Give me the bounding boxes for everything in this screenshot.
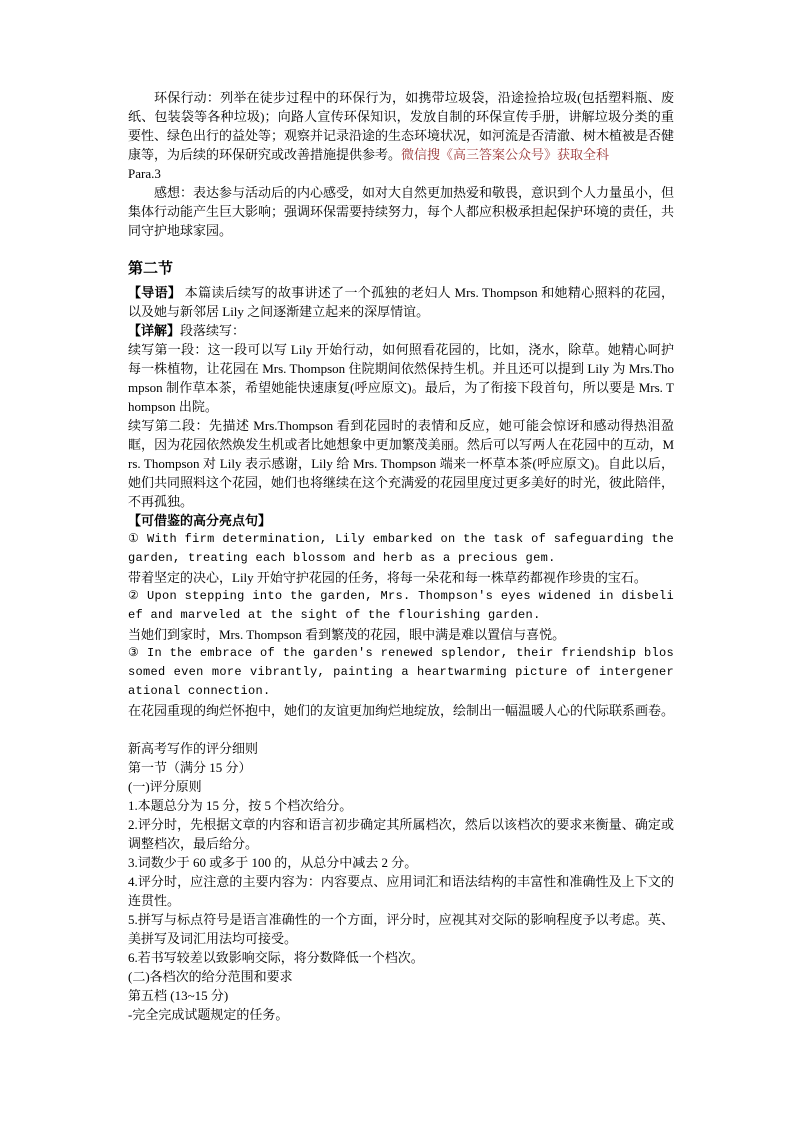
scoring-principle-6: 6.若书写较差以致影响交际，将分数降低一个档次。 [128,950,424,965]
highlight-sentence-3-en: ③ In the embrace of the garden's renewed splendor, their friendship blossomed even more vibrantly, painting a heartwarming picture of intergenerational connection. [128,646,674,698]
scoring-principle-5: 5.拼写与标点符号是语言准确性的一个方面，评分时，应视其对交际的影响程度予以考虑。英、美拼写及词汇用法均可接受。 [128,912,674,946]
intro-text: 本篇读后续写的故事讲述了一个孤独的老妇人 Mrs. Thompson 和她精心照料的花园，以及她与新邻居 Lily 之间逐渐建立起来的深厚情谊。 [128,285,674,319]
scoring-principle-3: 3.词数少于 60 或多于 100 的，从总分中减去 2 分。 [128,855,418,870]
reflection-paragraph: 感想：表达参与活动后的内心感受，如对大自然更加热爱和敬畏，意识到个人力量虽小，但集体行动能产生巨大影响；强调环保需要持续努力，每个人都应积极承担起保护环境的责任，共同守护地球家园。 [128,185,675,238]
env-action-paragraph [128,88,674,164]
highlight-sentence-3-zh: 在花园重现的绚烂怀抱中，她们的友谊更加绚烂地绽放，绘制出一幅温暖人心的代际联系画卷。 [128,703,675,718]
detail-text: 段落续写： [180,323,246,338]
intro-paragraph [128,283,674,321]
scoring-principles-heading: (一)评分原则 [128,779,202,794]
band5-label: 第五档 (13~15 分) [128,988,229,1003]
scoring-bands-heading: (二)各档次的给分范围和要求 [128,969,293,984]
detail-label: 【详解】 [128,323,181,338]
section2-heading: 第二节 [128,261,174,277]
scoring-subtitle: 第一节（满分 15 分） [128,760,252,775]
highlight-heading: 【可借鉴的高分亮点句】 [128,513,272,528]
highlight-sentence-2-zh: 当她们到家时，Mrs. Thompson 看到繁茂的花园，眼中满是难以置信与喜悦。 [128,627,566,642]
promo-text: 微信搜《高三答案公众号》获取全科 [401,147,610,162]
scoring-principle-2: 2.评分时，先根据文章的内容和语言初步确定其所属档次，然后以该档次的要求来衡量、确定或调整档次，最后给分。 [128,817,674,851]
detail-paragraph [128,321,674,340]
continuation-paragraph-2: 续写第二段：先描述 Mrs.Thompson 看到花园时的表情和反应，她可能会惊讶和感动得热泪盈眶，因为花园依然焕发生机或者比她想象中更加繁茂美丽。然后可以写两人在花园中的互动，Mrs. Thompson 对 Lily 表示感谢，Lily 给 Mrs. Thompson 端来一杯草本茶(呼应原文)。自此以后，她们共同照料这个花园，她们也将继续在这个充满爱的花园里度过更多美好的时光，彼此陪伴，不再孤独。 [128,418,675,509]
highlight-sentence-1-zh: 带着坚定的决心，Lily 开始守护花园的任务，将每一朵花和每一株草药都视作珍贵的宝石。 [128,570,647,585]
intro-label: 【导语】 [128,285,182,300]
band5-requirement: -完全完成试题规定的任务。 [128,1007,289,1022]
continuation-paragraph-1: 续写第一段：这一段可以写 Lily 开始行动，如何照看花园的，比如，浇水，除草。她精心呵护每一株植物，让花园在 Mrs. Thompson 住院期间依然保持生机。并且还可以提到 Lily 为 Mrs.Thompson 制作草本茶，希望她能快速康复(呼应原文)。最后，为了衔接下段首句，所以要是 Mrs. Thompson 出院。 [128,342,674,414]
scoring-principle-1: 1.本题总分为 15 分，按 5 个档次给分。 [128,798,353,813]
highlight-sentence-1-en: ① With firm determination, Lily embarked on the task of safeguarding the garden, treating each blossom and herb as a precious gem. [128,532,674,565]
para3-label: Para.3 [128,166,161,181]
env-action-text: 环保行动：列举在徒步过程中的环保行为，如携带垃圾袋，沿途捡拾垃圾(包括塑料瓶、废纸、包装袋等各种垃圾)；向路人宣传环保知识，发放自制的环保宣传手册，讲解垃圾分类的重要性、绿色出行的益处等；观察并记录沿途的生态环境状况，如河流是否清澈、树木植被是否健康等，为后续的环保研究或改善措施提供参考。 [128,90,675,162]
scoring-title: 新高考写作的评分细则 [128,741,259,756]
highlight-sentence-2-en: ② Upon stepping into the garden, Mrs. Thompson's eyes widened in disbelief and marveled at the sight of the flourishing garden. [128,589,674,622]
scoring-principle-4: 4.评分时，应注意的主要内容为：内容要点、应用词汇和语法结构的丰富性和准确性及上下文的连贯性。 [128,874,674,908]
